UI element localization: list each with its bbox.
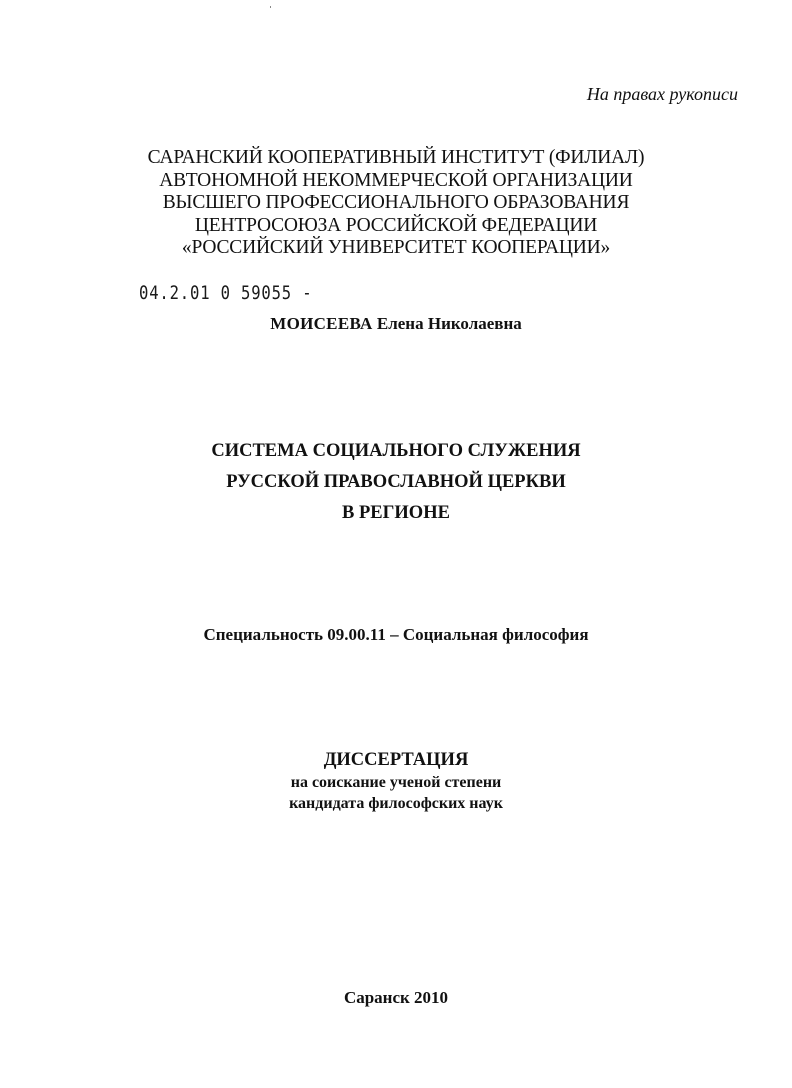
- rights-note: На правах рукописи: [586, 84, 738, 104]
- thesis-title-line: В РЕГИОНЕ: [342, 503, 450, 523]
- author-name: [0, 314, 792, 334]
- thesis-title-line: РУССКОЙ ПРАВОСЛАВНОЙ ЦЕРКВИ: [226, 472, 566, 492]
- scan-speck: [270, 6, 271, 8]
- degree-line: кандидата философских наук: [289, 795, 503, 812]
- thesis-title-line: СИСТЕМА СОЦИАЛЬНОГО СЛУЖЕНИЯ: [211, 441, 581, 461]
- institution-line: ВЫСШЕГО ПРОФЕССИОНАЛЬНОГО ОБРАЗОВАНИЯ: [162, 192, 630, 213]
- speciality: Специальность 09.00.11 – Социальная философия: [203, 625, 589, 644]
- institution-line: ЦЕНТРОСОЮЗА РОССИЙСКОЙ ФЕДЕРАЦИИ: [194, 214, 598, 236]
- degree-block: [0, 748, 792, 814]
- registration-number: 04.2.01 0 59055 -: [139, 282, 313, 304]
- institution-line: САРАНСКИЙ КООПЕРАТИВНЫЙ ИНСТИТУТ (ФИЛИАЛ): [147, 147, 645, 168]
- institution-line: «РОССИЙСКИЙ УНИВЕРСИТЕТ КООПЕРАЦИИ»: [181, 237, 611, 258]
- institution-block: [0, 147, 792, 260]
- institution-line: АВТОНОМНОЙ НЕКОММЕРЧЕСКОЙ ОРГАНИЗАЦИИ: [159, 169, 633, 191]
- degree-heading: ДИССЕРТАЦИЯ: [323, 750, 469, 770]
- degree-line: на соискание ученой степени: [290, 774, 502, 791]
- place-year: Саранск 2010: [343, 988, 449, 1007]
- author-given-names: Елена Николаевна: [376, 314, 522, 333]
- author-surname: МОИСЕЕВА: [270, 314, 373, 333]
- thesis-title: [0, 436, 792, 529]
